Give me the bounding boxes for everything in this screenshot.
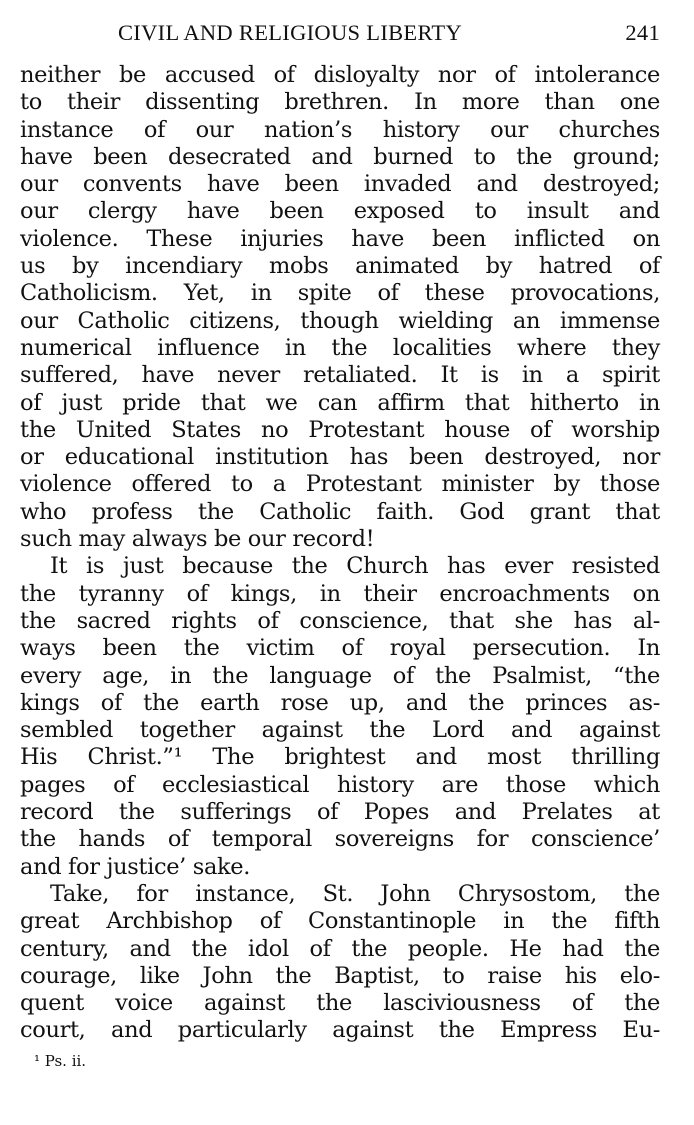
- text-line: violence. These injuries have been inflicted on: [20, 225, 660, 252]
- text-line: It is just because the Church has ever resisted: [50, 553, 660, 580]
- text-line: every age, in the language of the Psalmist, “the: [20, 662, 660, 689]
- text-line: our Catholic citizens, though wielding an immense: [20, 307, 660, 334]
- text-line: great Archbishop of Constantinople in the fifth: [20, 908, 660, 935]
- text-line: the United States no Protestant house of worship: [20, 416, 660, 443]
- text-line: us by incendiary mobs animated by hatred of: [20, 253, 660, 280]
- footnote: ¹ Ps. ii.: [34, 1051, 87, 1070]
- text-line: violence offered to a Protestant minister by those: [20, 471, 660, 498]
- text-line: the hands of temporal sovereigns for conscience’: [20, 826, 660, 853]
- text-line: the sacred rights of conscience, that she has al-: [20, 607, 660, 634]
- text-line: and for justice’ sake.: [20, 853, 251, 880]
- text-line: pages of ecclesiastical history are those which: [20, 771, 660, 798]
- text-line: such may always be our record!: [20, 526, 375, 553]
- text-line: century, and the idol of the people. He had the: [20, 935, 660, 962]
- text-line: neither be accused of disloyalty nor of intolerance: [20, 62, 660, 88]
- text-line: our convents have been invaded and destroyed;: [20, 171, 660, 198]
- text-line: sembled together against the Lord and against: [20, 717, 660, 744]
- text-line: kings of the earth rose up, and the princes as-: [20, 689, 660, 716]
- body-text: [20, 62, 660, 1045]
- text-line: record the sufferings of Popes and Prelates at: [20, 799, 660, 826]
- running-title: CIVIL AND RELIGIOUS LIBERTY: [118, 20, 463, 45]
- text-line: ways been the victim of royal persecution. In: [20, 635, 660, 662]
- text-line: His Christ.”¹ The brightest and most thrilling: [20, 744, 660, 771]
- page-number: 241: [625, 20, 660, 45]
- text-line: have been desecrated and burned to the ground;: [20, 143, 660, 170]
- text-line: the tyranny of kings, in their encroachments on: [20, 580, 660, 607]
- text-line: quent voice against the lasciviousness of the: [20, 990, 660, 1017]
- text-line: court, and particularly against the Empress Eu-: [20, 1017, 660, 1044]
- text-line: courage, like John the Baptist, to raise his elo-: [20, 962, 660, 989]
- text-line: numerical influence in the localities where they: [20, 334, 660, 361]
- text-line: who profess the Catholic faith. God grant that: [20, 498, 660, 525]
- text-line: Catholicism. Yet, in spite of these provocations,: [20, 280, 660, 307]
- running-header: [20, 18, 660, 52]
- text-line: to their dissenting brethren. In more than one: [20, 89, 660, 116]
- text-line: our clergy have been exposed to insult and: [20, 198, 660, 225]
- text-line: Take, for instance, St. John Chrysostom, the: [50, 880, 660, 907]
- text-line: instance of our nation’s history our churches: [20, 116, 660, 143]
- text-line: of just pride that we can affirm that hitherto in: [20, 389, 660, 416]
- text-line: or educational institution has been destroyed, nor: [20, 444, 660, 471]
- text-line: suffered, have never retaliated. It is in a spirit: [20, 362, 660, 389]
